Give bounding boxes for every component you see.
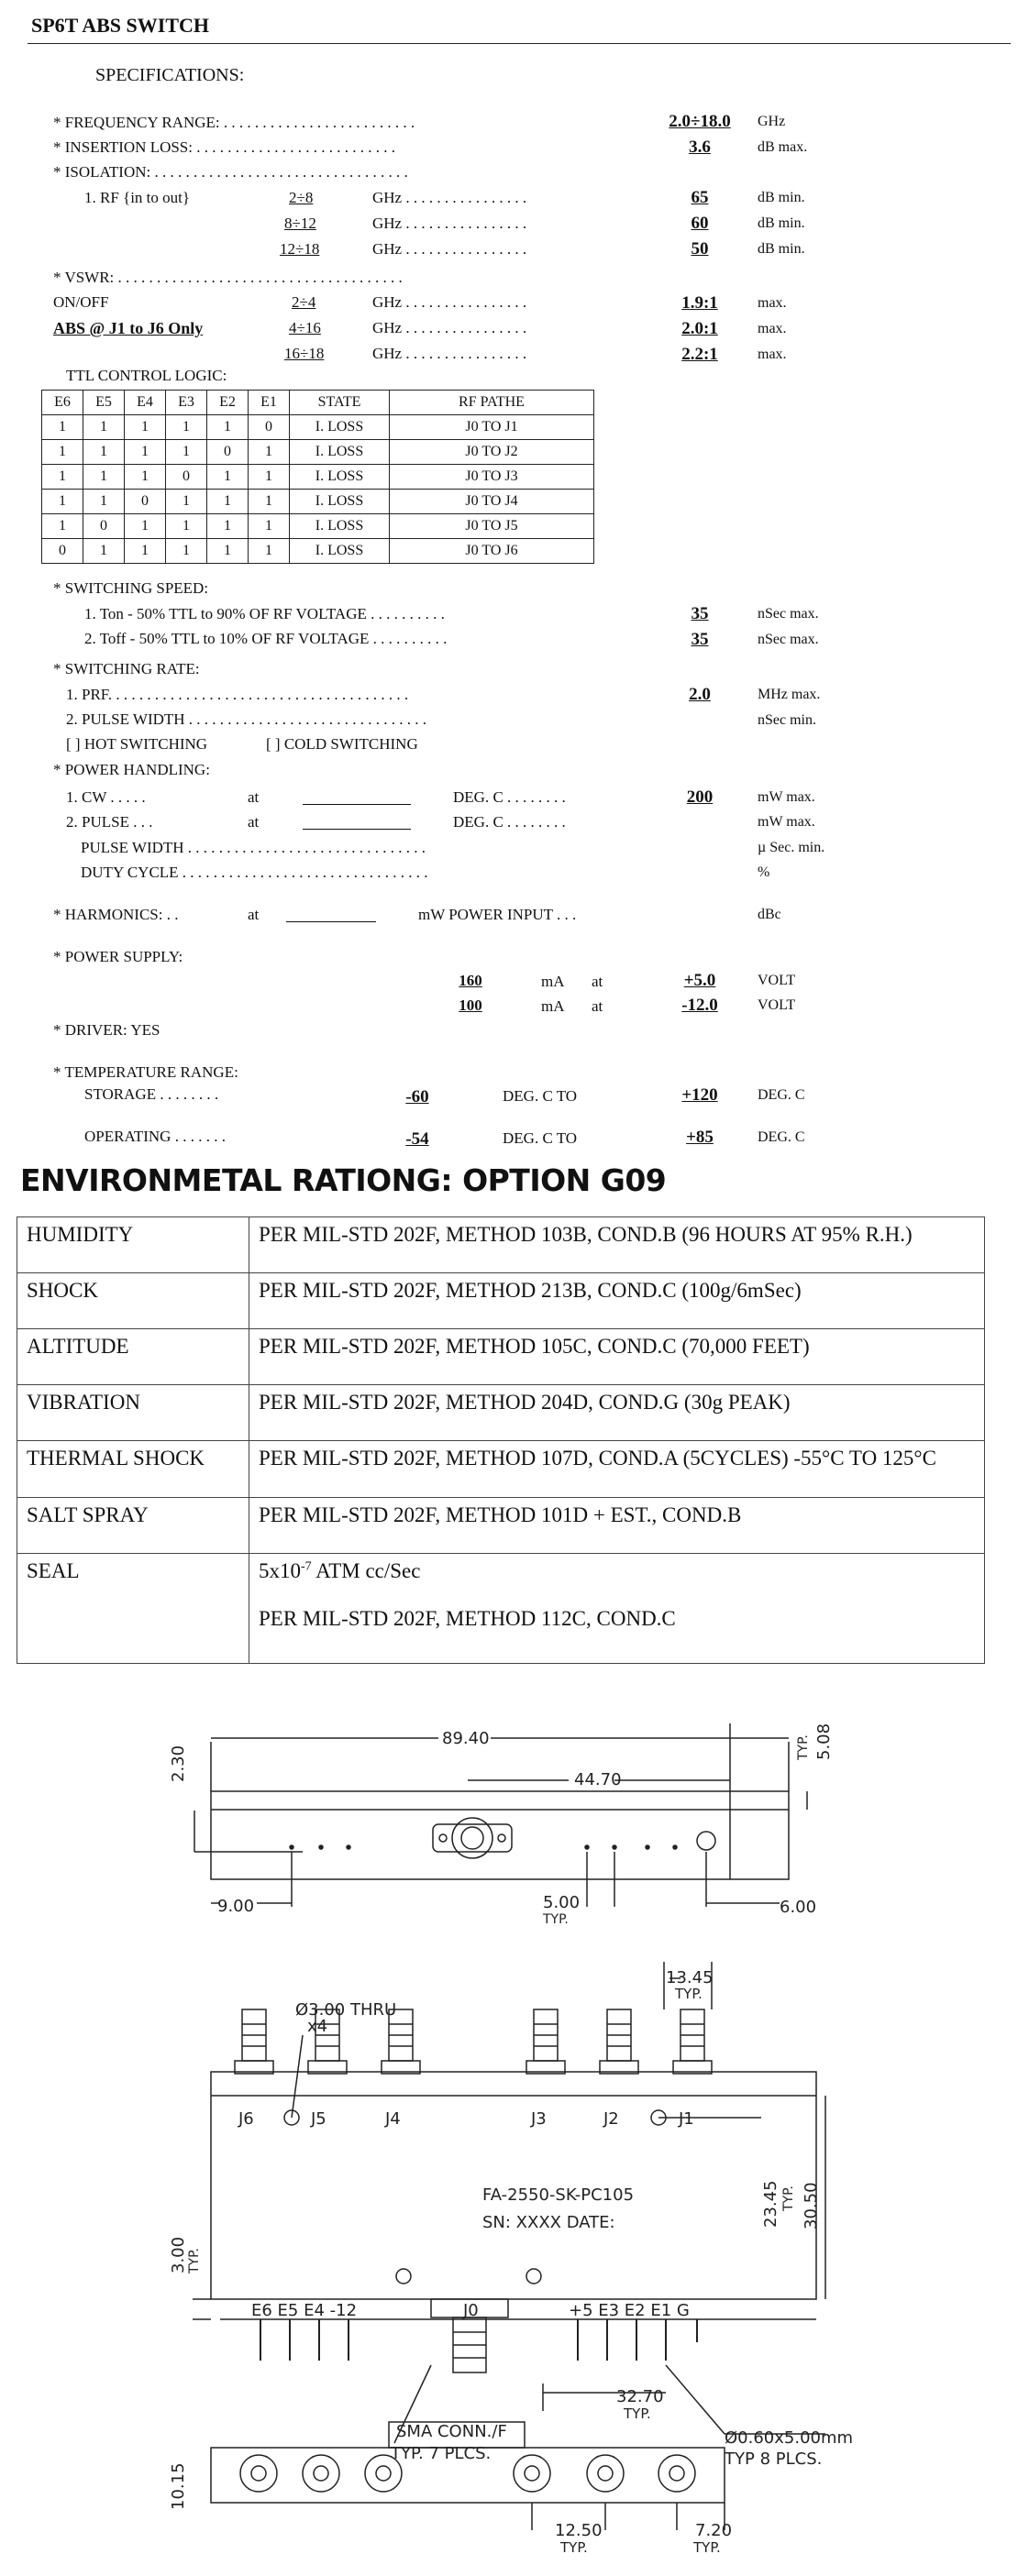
ton-value: 35 bbox=[691, 604, 709, 623]
cold-switching-checkbox: [ ] COLD SWITCHING bbox=[266, 735, 418, 753]
seal-spec-base: 5x10 bbox=[259, 1559, 301, 1582]
env-row bbox=[17, 1385, 985, 1441]
storage-max: +120 bbox=[681, 1085, 718, 1105]
port-j3: J3 bbox=[531, 2109, 547, 2129]
vswr-ghz: GHz . . . . . . . . . . . . . . . . bbox=[372, 293, 527, 311]
prf-unit: MHz max. bbox=[758, 687, 821, 702]
pin-note-count: TYP 8 PLCS. bbox=[725, 2449, 823, 2469]
env-row bbox=[17, 1273, 985, 1329]
ttl-cell: 0 bbox=[83, 514, 125, 539]
ttl-header-cell: E5 bbox=[83, 391, 125, 415]
ttl-cell: J0 TO J6 bbox=[390, 539, 594, 564]
env-name: HUMIDITY bbox=[17, 1217, 249, 1273]
ttl-cell: I. LOSS bbox=[290, 440, 390, 465]
dim-top-pitch: 5.00 bbox=[543, 1893, 581, 1912]
ttl-cell: 0 bbox=[207, 440, 249, 465]
ttl-table bbox=[41, 390, 594, 564]
env-row bbox=[17, 1217, 985, 1273]
vswr-label: * VSWR: . . . . . . . . . . . . . . . . . . . . . . . . . . . . . . . . . . . . . bbox=[53, 269, 403, 286]
ttl-cell: 1 bbox=[207, 539, 249, 564]
ttl-row bbox=[42, 440, 594, 465]
ttl-cell: 1 bbox=[125, 514, 166, 539]
duty-unit: % bbox=[758, 864, 770, 880]
ttl-cell: 1 bbox=[83, 440, 125, 465]
vswr-value: 2.0:1 bbox=[681, 319, 718, 338]
ttl-cell: 1 bbox=[42, 440, 83, 465]
vswr-unit: max. bbox=[758, 347, 787, 362]
pulse-unit: mW max. bbox=[758, 814, 815, 830]
dim-top-flange-typ: TYP. bbox=[796, 1734, 811, 1760]
ttl-cell: I. LOSS bbox=[290, 539, 390, 564]
ton-unit: nSec max. bbox=[758, 606, 819, 622]
supply-ma: mA bbox=[541, 973, 565, 990]
env-spec: PER MIL-STD 202F, METHOD 213B, COND.C (100g/6mSec) bbox=[249, 1273, 985, 1329]
env-name: ALTITUDE bbox=[17, 1329, 249, 1385]
seal-spec-rest: ATM cc/Sec bbox=[311, 1559, 421, 1582]
prf-label: 1. PRF. . . . . . . . . . . . . . . . . . . . . . . . . . . . . . . . . . . . . . . bbox=[66, 686, 409, 703]
ttl-cell: J0 TO J1 bbox=[390, 415, 594, 440]
env-name: SALT SPRAY bbox=[17, 1498, 249, 1554]
supply-ma-value: 160 bbox=[459, 972, 482, 989]
ttl-header-cell: E1 bbox=[249, 391, 290, 415]
pulse-width-label: 2. PULSE WIDTH . . . . . . . . . . . . . . . . . . . . . . . . . . . . . . . bbox=[66, 710, 427, 728]
serial-label: SN: XXXX DATE: bbox=[482, 2213, 615, 2232]
specs-heading: SPECIFICATIONS: bbox=[95, 65, 245, 85]
supply-volt: VOLT bbox=[758, 973, 796, 988]
ttl-header-cell: E2 bbox=[207, 391, 249, 415]
env-name: SHOCK bbox=[17, 1273, 249, 1329]
pulse-width2-unit: µ Sec. min. bbox=[758, 840, 825, 855]
cw-deg: DEG. C . . . . . . . . bbox=[453, 788, 566, 806]
vswr-value: 1.9:1 bbox=[681, 293, 718, 313]
port-j2: J2 bbox=[603, 2109, 619, 2129]
isolation-label: * ISOLATION: . . . . . . . . . . . . . . . . . . . . . . . . . . . . . . . . . bbox=[53, 163, 408, 181]
supply-volt-value: +5.0 bbox=[683, 971, 716, 990]
ttl-cell: J0 TO J5 bbox=[390, 514, 594, 539]
ttl-cell: 1 bbox=[83, 465, 125, 490]
dim-front-pin-offset: 3.00 bbox=[169, 2236, 188, 2273]
toff-label: 2. Toff - 50% TTL to 10% OF RF VOLTAGE . . . . . . . . . . bbox=[84, 630, 448, 647]
cw-blank bbox=[303, 804, 411, 805]
storage-min: -60 bbox=[405, 1087, 429, 1106]
pin-note: Ø0.60x5.00mm bbox=[725, 2428, 854, 2448]
operating-max: +85 bbox=[686, 1128, 714, 1147]
j0-label: J0 bbox=[463, 2301, 479, 2320]
env-spec: PER MIL-STD 202F, METHOD 105C, COND.C (70,000 FEET) bbox=[249, 1329, 985, 1385]
mounting-hole-icon bbox=[526, 2269, 541, 2284]
power-handling-label: * POWER HANDLING: bbox=[53, 761, 210, 778]
duty-label: DUTY CYCLE . . . . . . . . . . . . . . . . . . . . . . . . . . . . . . . . bbox=[81, 864, 428, 881]
ttl-cell: 1 bbox=[42, 415, 83, 440]
vswr-unit: max. bbox=[758, 295, 787, 311]
isolation-band: 12÷18 bbox=[280, 240, 320, 258]
isolation-ghz: GHz . . . . . . . . . . . . . . . . bbox=[372, 189, 527, 206]
dim-front-pitch-typ: TYP. bbox=[675, 1986, 703, 2002]
driver-label: * DRIVER: YES bbox=[53, 1021, 160, 1039]
vswr-ghz: GHz . . . . . . . . . . . . . . . . bbox=[372, 345, 527, 362]
ttl-cell: 0 bbox=[166, 465, 207, 490]
harmonics-mw: mW POWER INPUT . . . bbox=[418, 906, 577, 923]
ground-terminal-icon bbox=[697, 1832, 715, 1850]
isolation-unit: dB min. bbox=[758, 241, 805, 257]
top-view bbox=[194, 1723, 807, 1907]
sma-note-count: TYP. 7 PLCS. bbox=[391, 2444, 492, 2463]
env-name: THERMAL SHOCK bbox=[17, 1441, 249, 1498]
supply-volt-value: -12.0 bbox=[681, 996, 718, 1015]
ttl-row bbox=[42, 514, 594, 539]
dim-front-height: 30.50 bbox=[802, 2182, 821, 2229]
ttl-row bbox=[42, 539, 594, 564]
cw-value: 200 bbox=[686, 787, 714, 807]
mounting-hole-icon bbox=[396, 2269, 411, 2284]
isolation-ghz: GHz . . . . . . . . . . . . . . . . bbox=[372, 215, 527, 232]
harmonics-at: at bbox=[248, 906, 260, 923]
pulse-deg: DEG. C . . . . . . . . bbox=[453, 813, 566, 831]
vswr-band: 2÷4 bbox=[292, 293, 316, 311]
env-row bbox=[17, 1441, 985, 1498]
isolation-unit: dB min. bbox=[758, 215, 805, 231]
ttl-cell: 1 bbox=[42, 514, 83, 539]
ttl-cell: 1 bbox=[249, 514, 290, 539]
ttl-cell: J0 TO J2 bbox=[390, 440, 594, 465]
model-label: FA-2550-SK-PC105 bbox=[482, 2185, 635, 2205]
env-row bbox=[17, 1498, 985, 1554]
toff-unit: nSec max. bbox=[758, 632, 819, 647]
switching-rate-label: * SWITCHING RATE: bbox=[53, 660, 200, 677]
dim-top-left: 9.00 bbox=[217, 1897, 255, 1916]
isolation-value: 50 bbox=[691, 239, 709, 259]
frequency-value: 2.0÷18.0 bbox=[669, 112, 731, 131]
ttl-header-cell: E4 bbox=[125, 391, 166, 415]
ttl-cell: 1 bbox=[249, 465, 290, 490]
env-table bbox=[17, 1216, 985, 1664]
env-name: VIBRATION bbox=[17, 1385, 249, 1441]
env-row bbox=[17, 1554, 985, 1664]
toff-value: 35 bbox=[691, 630, 709, 649]
dim-front-j-height-typ: TYP. bbox=[781, 2185, 796, 2211]
supply-at: at bbox=[592, 973, 603, 990]
env-spec: PER MIL-STD 202F, METHOD 101D + EST., COND.B bbox=[249, 1498, 985, 1554]
dim-front-pitch: 13.45 bbox=[666, 1968, 714, 1987]
vswr-unit: max. bbox=[758, 321, 787, 336]
vswr-onoff: ON/OFF bbox=[53, 293, 109, 311]
cw-at: at bbox=[248, 788, 260, 806]
ttl-cell: 1 bbox=[166, 539, 207, 564]
dim-bottom-height: 10.15 bbox=[169, 2462, 188, 2510]
port-j1: J1 bbox=[679, 2109, 694, 2129]
dim-front-j-height: 23.45 bbox=[761, 2180, 780, 2228]
insertion-loss-label: * INSERTION LOSS: . . . . . . . . . . . . . . . . . . . . . . . . . . bbox=[53, 138, 395, 156]
pins-left-label: E6 E5 E4 -12 bbox=[251, 2301, 358, 2320]
dim-top-right: 6.00 bbox=[780, 1898, 817, 1917]
control-pins bbox=[260, 2319, 697, 2361]
dim-front-pins-typ: TYP. bbox=[624, 2405, 651, 2422]
ttl-header-cell: RF PATHE bbox=[390, 391, 594, 415]
ton-label: 1. Ton - 50% TTL to 90% OF RF VOLTAGE . . . . . . . . . . bbox=[84, 605, 445, 622]
ttl-cell: 1 bbox=[249, 440, 290, 465]
operating-deg: DEG. C bbox=[758, 1129, 805, 1145]
isolation-unit: dB min. bbox=[758, 190, 805, 205]
mechanical-drawing bbox=[0, 1687, 1018, 2567]
env-row bbox=[17, 1329, 985, 1385]
ttl-row bbox=[42, 415, 594, 440]
dim-top-pitch-typ: TYP. bbox=[543, 1912, 569, 1927]
ttl-cell: 0 bbox=[125, 490, 166, 514]
ttl-cell: 1 bbox=[166, 514, 207, 539]
ttl-cell: 1 bbox=[125, 440, 166, 465]
ttl-header-cell: E3 bbox=[166, 391, 207, 415]
dim-top-height: 2.30 bbox=[169, 1745, 188, 1782]
supply-at: at bbox=[592, 997, 603, 1015]
page-title: SP6T ABS SWITCH bbox=[31, 14, 210, 37]
front-view bbox=[193, 1962, 825, 2448]
harmonics-blank bbox=[286, 921, 376, 922]
supply-ma: mA bbox=[541, 997, 565, 1015]
port-j5: J5 bbox=[311, 2109, 326, 2129]
dim-front-pins: 32.70 bbox=[616, 2387, 664, 2406]
seal-spec-exp: -7 bbox=[301, 1559, 312, 1574]
env-name: SEAL bbox=[17, 1554, 249, 1664]
seal-spec2: PER MIL-STD 202F, METHOD 112C, COND.C bbox=[259, 1607, 676, 1630]
dim-bottom-right-typ: TYP. bbox=[693, 2539, 721, 2556]
vswr-ghz: GHz . . . . . . . . . . . . . . . . bbox=[372, 319, 527, 336]
ttl-cell: 1 bbox=[249, 490, 290, 514]
ttl-cell: 1 bbox=[249, 539, 290, 564]
insertion-loss-unit: dB max. bbox=[758, 139, 808, 155]
harmonics-unit: dBc bbox=[758, 907, 781, 922]
vswr-band: 4÷16 bbox=[289, 319, 321, 336]
ttl-cell: 0 bbox=[42, 539, 83, 564]
isolation-ghz: GHz . . . . . . . . . . . . . . . . bbox=[372, 240, 527, 258]
sma-note: SMA CONN./F bbox=[396, 2422, 507, 2441]
j0-flange bbox=[433, 1824, 512, 1852]
storage-deg: DEG. C bbox=[758, 1087, 805, 1103]
env-spec: PER MIL-STD 202F, METHOD 107D, COND.A (5CYCLES) -55°C TO 125°C bbox=[249, 1441, 985, 1498]
isolation-sub-label: 1. RF {in to out} bbox=[84, 189, 191, 206]
pulse-at: at bbox=[248, 813, 260, 831]
operating-min: -54 bbox=[405, 1129, 429, 1149]
title-rule bbox=[28, 43, 1011, 44]
ttl-label: TTL CONTROL LOGIC: bbox=[66, 367, 227, 384]
vswr-band: 16÷18 bbox=[284, 345, 325, 362]
isolation-band: 8÷12 bbox=[284, 215, 316, 232]
ttl-cell: 1 bbox=[83, 415, 125, 440]
operating-label: OPERATING . . . . . . . bbox=[84, 1128, 226, 1145]
power-supply-label: * POWER SUPPLY: bbox=[53, 948, 183, 965]
temperature-label: * TEMPERATURE RANGE: bbox=[53, 1063, 238, 1081]
ttl-cell: 1 bbox=[83, 539, 125, 564]
ttl-cell: I. LOSS bbox=[290, 490, 390, 514]
frequency-label: * FREQUENCY RANGE: . . . . . . . . . . . . . . . . . . . . . . . . . bbox=[53, 114, 415, 131]
ttl-row bbox=[42, 465, 594, 490]
supply-volt: VOLT bbox=[758, 997, 796, 1013]
env-spec bbox=[249, 1554, 985, 1664]
isolation-value: 65 bbox=[691, 188, 709, 207]
supply-ma-value: 100 bbox=[459, 996, 482, 1014]
ttl-header-row bbox=[42, 391, 594, 415]
vswr-value: 2.2:1 bbox=[681, 345, 718, 364]
insertion-loss-value: 3.6 bbox=[689, 138, 711, 157]
pins-right-label: +5 E3 E2 E1 G bbox=[569, 2301, 690, 2320]
pulse-width-unit: nSec min. bbox=[758, 712, 816, 728]
prf-value: 2.0 bbox=[689, 685, 711, 704]
ttl-row bbox=[42, 490, 594, 514]
ttl-cell: I. LOSS bbox=[290, 465, 390, 490]
dim-bottom-pitch: 12.50 bbox=[555, 2521, 603, 2540]
ttl-cell: 1 bbox=[166, 415, 207, 440]
ttl-cell: J0 TO J3 bbox=[390, 465, 594, 490]
storage-label: STORAGE . . . . . . . . bbox=[84, 1085, 219, 1103]
ttl-cell: 1 bbox=[166, 440, 207, 465]
cw-unit: mW max. bbox=[758, 789, 815, 805]
dim-top-overall: 89.40 bbox=[442, 1729, 490, 1748]
port-j6: J6 bbox=[238, 2109, 254, 2129]
harmonics-label: * HARMONICS: . . bbox=[53, 906, 179, 923]
hole-note-count: x4 bbox=[307, 2017, 328, 2036]
ttl-cell: 1 bbox=[42, 490, 83, 514]
ttl-cell: 1 bbox=[166, 490, 207, 514]
vswr-abs-note: ABS @ J1 to J6 Only bbox=[53, 319, 204, 337]
pulse-width2-label: PULSE WIDTH . . . . . . . . . . . . . . . . . . . . . . . . . . . . . . . bbox=[81, 839, 426, 856]
ttl-cell: 1 bbox=[125, 539, 166, 564]
ttl-cell: 1 bbox=[207, 415, 249, 440]
switching-speed-label: * SWITCHING SPEED: bbox=[53, 579, 209, 597]
ttl-cell: 1 bbox=[207, 514, 249, 539]
port-j4: J4 bbox=[385, 2109, 401, 2129]
storage-deg-to: DEG. C TO bbox=[503, 1087, 578, 1105]
dim-front-pin-offset-typ: TYP. bbox=[187, 2248, 202, 2273]
dim-top-half: 44.70 bbox=[574, 1770, 622, 1789]
dim-top-flange: 5.08 bbox=[814, 1723, 834, 1760]
ttl-cell: 1 bbox=[42, 465, 83, 490]
ttl-cell: I. LOSS bbox=[290, 415, 390, 440]
ttl-header-cell: E6 bbox=[42, 391, 83, 415]
pulse-label: 2. PULSE . . . bbox=[66, 813, 153, 831]
ttl-cell: 1 bbox=[125, 465, 166, 490]
isolation-band: 2÷8 bbox=[289, 189, 314, 206]
hot-switching-checkbox: [ ] HOT SWITCHING bbox=[66, 735, 208, 753]
dim-bottom-right: 7.20 bbox=[695, 2521, 733, 2540]
ttl-cell: 1 bbox=[125, 415, 166, 440]
ttl-cell: 1 bbox=[207, 465, 249, 490]
env-spec: PER MIL-STD 202F, METHOD 204D, COND.G (30g PEAK) bbox=[249, 1385, 985, 1441]
operating-deg-to: DEG. C TO bbox=[503, 1129, 578, 1147]
pulse-blank bbox=[303, 829, 411, 830]
cw-label: 1. CW . . . . . bbox=[66, 788, 146, 806]
ttl-cell: 1 bbox=[207, 490, 249, 514]
ttl-cell: 0 bbox=[249, 415, 290, 440]
dim-bottom-pitch-typ: TYP. bbox=[560, 2539, 588, 2556]
isolation-value: 60 bbox=[691, 214, 709, 233]
hole-note: Ø3.00 THRU bbox=[295, 2000, 397, 2020]
env-spec: PER MIL-STD 202F, METHOD 103B, COND.B (96 HOURS AT 95% R.H.) bbox=[249, 1217, 985, 1273]
frequency-unit: GHz bbox=[758, 114, 786, 129]
ttl-cell: I. LOSS bbox=[290, 514, 390, 539]
ttl-header-cell: STATE bbox=[290, 391, 390, 415]
ttl-cell: J0 TO J4 bbox=[390, 490, 594, 514]
ttl-cell: 1 bbox=[83, 490, 125, 514]
env-title: ENVIRONMETAL RATIONG: OPTION G09 bbox=[20, 1162, 667, 1198]
